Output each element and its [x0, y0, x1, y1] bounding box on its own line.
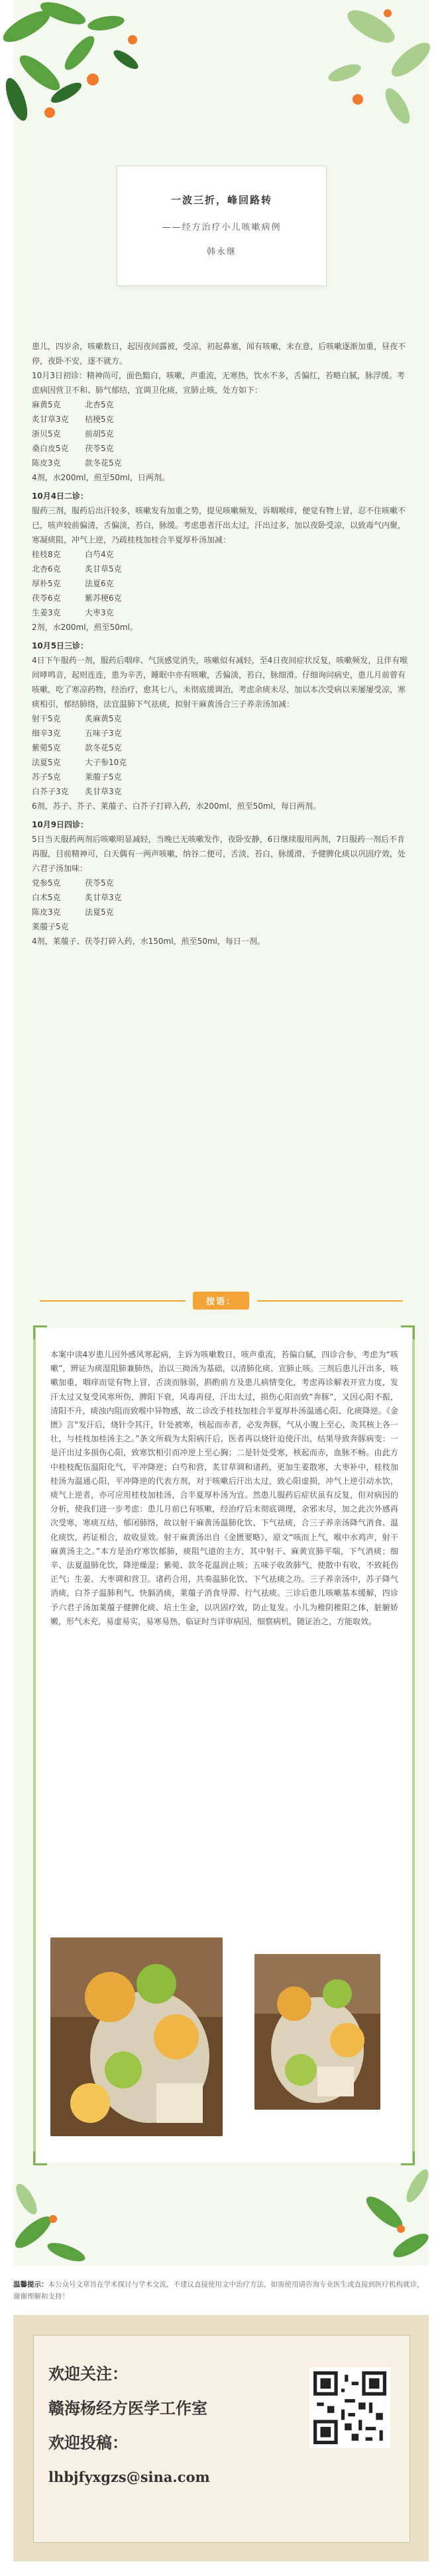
article-author: 韩永继	[206, 247, 237, 257]
third-visit-usage: 6剂，苏子、芥子、莱菔子、白芥子打碎入药，水200ml，煎至50ml，每日两剂。	[32, 801, 321, 811]
prescription-row: 北杏6克 炙甘草5克	[32, 564, 122, 574]
first-visit-usage: 4剂，水200ml，煎至50ml，日两剂。	[32, 473, 170, 482]
notes-badge: 按语：	[193, 1292, 249, 1310]
corner-mark	[401, 1325, 415, 1339]
banner-studio-name: 赣海杨经方医学工作室	[48, 2398, 207, 2418]
article-subtitle: ——经方治疗小儿咳嗽病例	[162, 223, 282, 232]
prescription-row: 生姜3克 大枣3克	[32, 608, 114, 617]
prescription-row: 党参5克 茯苓5克	[32, 878, 114, 888]
article-title: 一波三折，峰回路转	[170, 194, 272, 206]
second-visit-prescription	[32, 547, 411, 620]
prescription-row: 射干5克 炙麻黄5克	[32, 714, 122, 723]
prescription-row: 细辛3克 五味子3克	[32, 729, 122, 738]
herb-photo-right	[254, 1954, 380, 2110]
fourth-visit-heading: 10月9日四诊：	[32, 820, 89, 829]
prescription-row: 茯苓6克 紫苏梗6克	[32, 593, 122, 603]
prescription-row: 厚朴5克 法夏6克	[32, 579, 114, 588]
prescription-row: 炙甘草3克 桔梗5克	[32, 415, 114, 424]
notes-box	[33, 1328, 415, 2163]
third-visit-text: 4日下午服药一剂，服药后咽痒、气顶感觉消失，咳嗽似有减轻，至4日夜间症状反复，咳嗽频发，且伴有喉间哮鸣音，起则连连，患为辛苦，睡眠中亦有咳嗽，舌偏淡，苔白，脉细滑。仔细询问病史，患儿月前曾有咳嗽，吃了寒凉药物，经治疗，愈其七八，未彻底缓调治，考虑余痰未尽，加以本次受病以来屡屡受凉，寒痰相引，郁结肺络，法宜温肺下气祛痰，拟射干麻黄汤合三子养亲汤加减：	[32, 656, 408, 709]
banner-follow-label: 欢迎关注：	[48, 2364, 128, 2383]
first-visit-text: 10月3日初诊：精神尚可，面色黯白，咳嗽，声重流，无寒热，饮水不多，舌偏红，苔略白腻，脉浮缓。考虑病因营卫不和、肺气郁结，宜调卫化痰，宣肺止咳，处方如下：	[32, 371, 405, 395]
notes-text: 本案中读4岁患儿因外感风寒起病，主诉为咳嗽数日，咳声重流，苔偏白腻，四诊合参，考虑为“咳嗽”，辨证为痰湿阻肺兼肺热，治以三拗汤为基础，以清肺化痰、宣肺止咳。三剂后患儿汗出多，咳嗽加重，咽痒而觉有物上冒，舌淡而脉弱，斟酌前方及患儿病情变化，考虑再诊解表开宣力度，发汗太过又复受风寒所伤，脾阳下衰，风毒再侵，汗出太过，损伤心阳而致“奔豚”，又因心阳不振，清阳不升，痰浊内阻而致喉中异物感，故二诊改予桂枝加桂合半夏厚朴汤温通心阳、化痰降逆。《金匮》言“发汗后，烧针令其汗，针处被寒，核起而赤者，必发奔豚，气从小腹上至心，灸其核上各一壮，与桂枝加桂汤主之。”条文所载为太阳病汗后，医者再以烧针迫使汗出，结果导致奔豚病变：一是汗出过多损伤心阳，致寒饮相引而冲逆上至心胸；二是针处受寒，核起而赤，血脉不畅。由此方中桂枝配伍温阳化气，平冲降逆；白芍和营，炙甘草调和诸药，更加生姜散寒，大枣补中，桂枝加桂汤为温通心阳，平冲降逆的代表方剂，对于咳嗽后汗出太过，致心阳虚损，冲气上逆引动水饮，痰气上逆者，亦可应用桂枝加桂汤，合半夏厚朴汤为宜。然患儿服药后症状虽有反复，但对病因的分析，使我们进一步考虑：患儿月前已有咳嗽，经治疗后未彻底调理，余邪未尽，加之此次外感再次受寒，寒痰互结，郁闭肺络，故以射干麻黄汤温肺化饮、下气祛痰，合三子养亲汤降气消食、温化痰饮，药证相合，故收显效。射干麻黄汤出自《金匮要略》，原文“咳而上气，喉中水鸡声，射干麻黄汤主之。”本方是治疗寒饮郁肺，痰阻气道的主方，其中射干、麻黄宣肺平喘，下气消痰；细辛、法夏温肺化饮，降逆燥湿；紫菀、款冬花温润止咳；五味子收敛肺气，使散中有收，不致耗伤正气；生姜、大枣调和营卫。诸药合用，共奏温肺化饮、下气祛痰之功。三子养亲汤中，苏子降气消痰，白芥子温肺利气、快膈消痰，莱菔子消食导滞、行气祛痰。三诊后患儿咳嗽基本缓解，四诊予六君子汤加莱菔子健脾化痰、培土生金，以巩固疗效，防止复发。小儿为稚阴稚阳之体，脏腑娇嫩，形气未充，易虚易实，易寒易热，临证时当详审病因，细察病机，随证治之，方能取效。	[50, 1350, 398, 1626]
qr-code-icon	[309, 2367, 390, 2448]
corner-mark	[33, 1325, 47, 1339]
footer-text: 本公众号文章旨在学术探讨与学术交流，不建议直接使用文中治疗方法，如需使用请咨询专业医生或直接到医疗机构就诊，谢谢理解和支持！	[13, 2281, 424, 2300]
footer-label: 温馨提示：	[13, 2281, 48, 2289]
prescription-row: 苏子5克 莱菔子5克	[32, 772, 122, 782]
banner-text	[48, 2357, 210, 2495]
prescription-row: 陈皮3克 款冬花5克	[32, 458, 122, 468]
prescription-row: 莱菔子5克	[32, 922, 69, 931]
third-visit-heading: 10月5日三诊：	[32, 641, 89, 650]
footer-notice	[13, 2279, 429, 2302]
banner-submit-label: 欢迎投稿：	[48, 2433, 128, 2452]
contact-banner	[13, 2315, 429, 2561]
fourth-visit-prescription	[32, 876, 411, 934]
prescription-row: 桂枝8克 白芍4克	[32, 550, 114, 559]
fourth-visit-usage: 4剂，莱菔子、茯苓打碎入药，水150ml，煎至50ml，每日一剂。	[32, 937, 265, 946]
prescription-row: 桑白皮5克 茯苓5克	[32, 444, 114, 453]
prescription-row: 麻黄5克 北杏5克	[32, 400, 114, 409]
notes-badge-wrap	[0, 1292, 442, 1310]
banner-email: lhbjfyxgzs@sina.com	[48, 2469, 210, 2485]
first-visit-prescription	[32, 397, 411, 470]
case-content	[32, 339, 411, 949]
intro-paragraph: 患儿，四岁余，咳嗽数日，起因夜间露被，受凉，初起鼻塞，闻有咳嗽，末在意，后咳嗽逐渐加重，昼夜不停，夜卧不安，逐不就方。	[32, 342, 406, 366]
second-visit-usage: 2剂，水200ml，煎至50ml。	[32, 623, 138, 632]
second-visit-heading: 10月4日二诊：	[32, 491, 89, 501]
fourth-visit-text: 5日当天服药两剂后咳嗽明显减轻，当晚已无咳嗽发作，夜卧安静，6日继续服用两剂，7日服药一剂后不肯再服，目前精神可，白天偶有一两声咳嗽，纳谷二便可，舌淡，苔白，脉缓滑，予健脾化痰以巩固疗效，处六君子汤加味：	[32, 835, 406, 873]
leaf-decoration-top	[0, 0, 442, 172]
herb-photo-left	[50, 1937, 223, 2136]
prescription-row: 白术5克 炙甘草3克	[32, 893, 122, 902]
title-card	[117, 166, 327, 286]
prescription-row: 法夏5克 大子参10克	[32, 758, 127, 767]
prescription-row: 陈皮3克 法夏5克	[32, 907, 114, 917]
prescription-row: 浙贝5克 前胡5克	[32, 429, 114, 438]
leaf-decoration-bottom	[13, 2133, 429, 2265]
third-visit-prescription	[32, 711, 411, 799]
banner-panel	[33, 2335, 410, 2543]
prescription-row: 白芥子3克 炙甘草3克	[32, 787, 122, 796]
second-visit-text: 服药三剂，服药后出汗较多，咳嗽发有加重之势，提见咳嗽频发，诉咽喉痒，便觉有物上冒，忍不住咳嗽不已，咳声较前偏清，舌偏淡，苔白，脉缓。考虑患者汗出太过，汗出过多，加以夜卧受凉，以致毒气内聚，寒凝痰阻，冲气上逆，乃疏桂枝加桂合半夏厚朴汤加减：	[32, 506, 406, 544]
prescription-row: 紫菀5克 款冬花5克	[32, 743, 122, 752]
